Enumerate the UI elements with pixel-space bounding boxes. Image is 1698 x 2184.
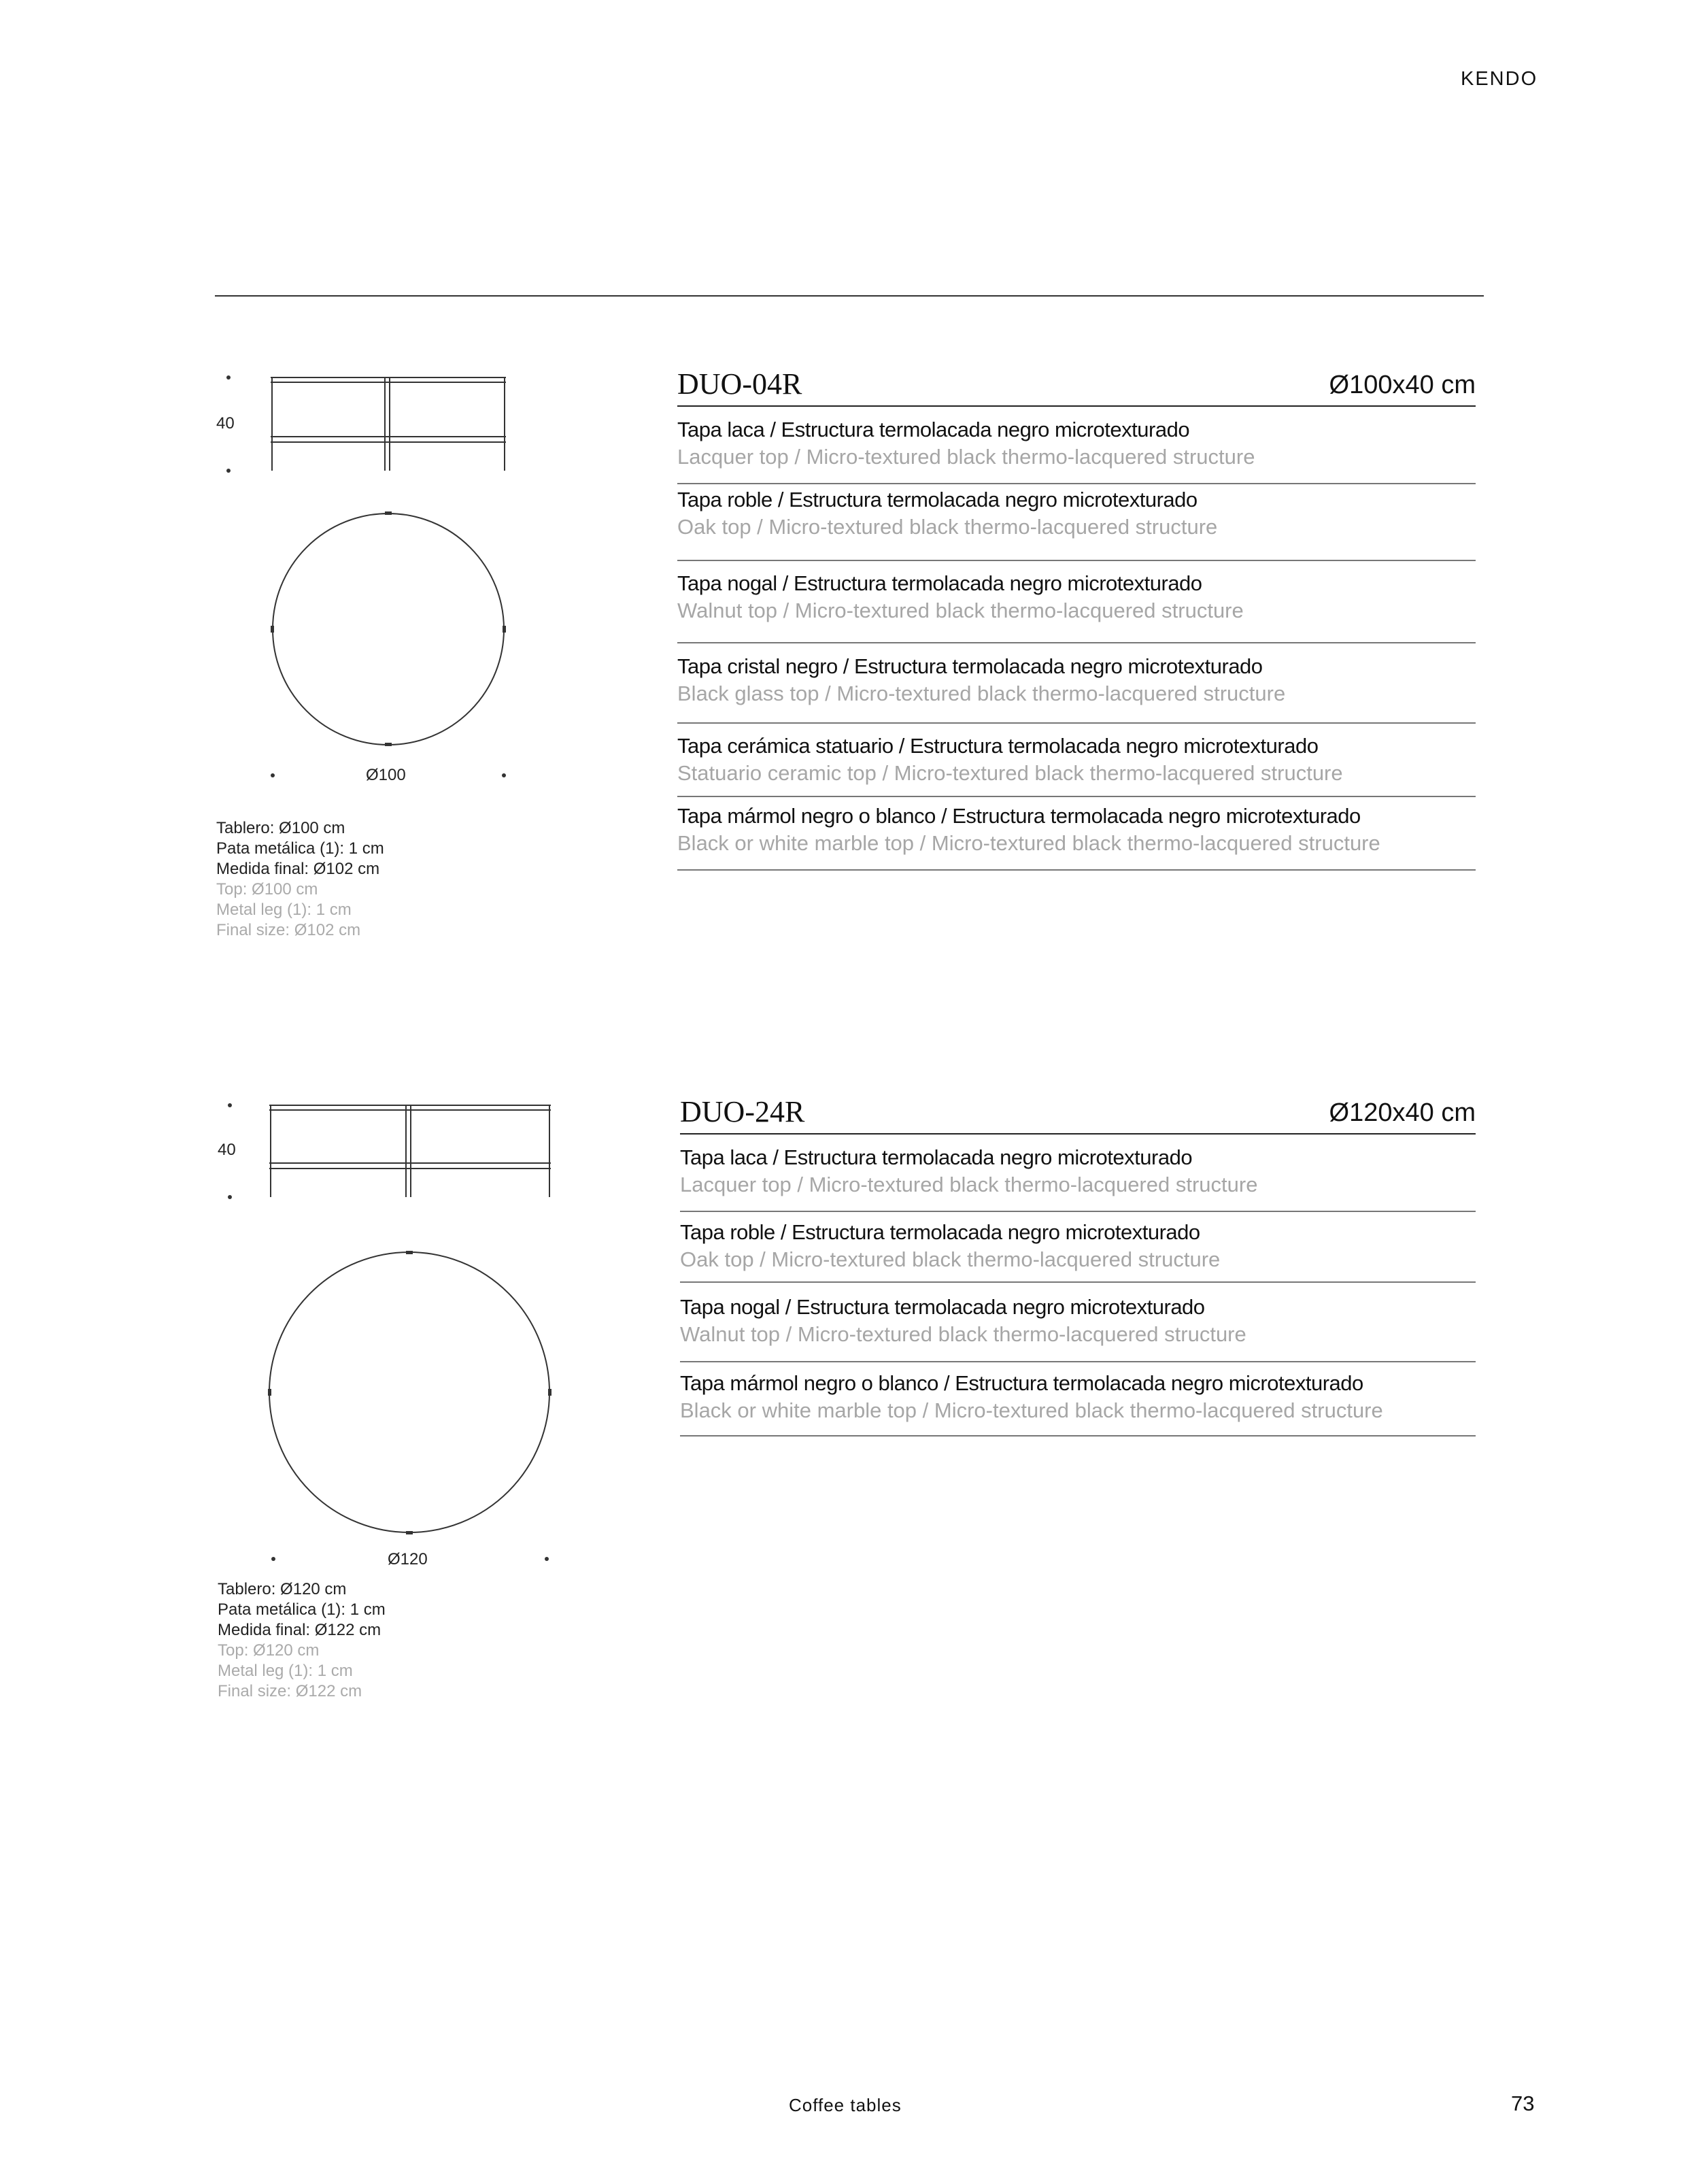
option-es: Tapa laca / Estructura termolacada negro microtexturado [677,418,1190,441]
dimension-line-es: Pata metálica (1): 1 cm [216,839,384,858]
diameter-label: Ø120 [388,1550,428,1568]
title-row [680,1095,1476,1135]
dimension-line-es: Medida final: Ø122 cm [218,1621,381,1639]
finish-option [677,570,1476,643]
title-row [677,367,1476,407]
option-en: Black or white marble top / Micro-textured black thermo-lacquered structure [677,831,1380,855]
spec-table-duo-04r [677,367,1476,871]
dimension-dot [226,469,231,473]
leg-marker [385,511,392,515]
side-elevation [269,1105,551,1197]
dimension-dot [228,1195,232,1199]
option-en: Lacquer top / Micro-textured black thermo-lacquered structure [677,445,1255,469]
finish-option [680,1370,1476,1437]
option-es: Tapa laca / Estructura termolacada negro microtexturado [680,1145,1193,1169]
dimension-line-en: Metal leg (1): 1 cm [216,901,352,919]
option-en: Black glass top / Micro-textured black thermo-lacquered structure [677,682,1286,705]
leg-marker [548,1389,551,1396]
model-name: DUO-04R [677,367,802,401]
dimension-dot [271,1557,275,1561]
dimension-line-es: Pata metálica (1): 1 cm [218,1600,386,1619]
height-label: 40 [218,1141,236,1159]
option-en: Walnut top / Micro-textured black thermo-lacquered structure [677,599,1244,622]
leg-marker [268,1389,271,1396]
top-divider [215,295,1484,297]
option-es: Tapa mármol negro o blanco / Estructura termolacada negro microtexturado [680,1371,1363,1395]
option-es: Tapa roble / Estructura termolacada negro microtexturado [680,1220,1200,1244]
option-es: Tapa nogal / Estructura termolacada negro microtexturado [680,1295,1205,1319]
dimension-dot [502,773,506,777]
technical-drawing-duo-04r [204,367,544,803]
model-size: Ø120x40 cm [1329,1098,1476,1127]
dimension-line-en: Top: Ø100 cm [216,880,318,898]
dimension-line-en: Top: Ø120 cm [218,1641,320,1660]
dimension-line-es: Tablero: Ø100 cm [216,819,345,837]
leg-marker [406,1251,413,1254]
dimensions-block [218,1579,386,1702]
finish-option [677,416,1476,484]
option-en: Oak top / Micro-textured black thermo-lacquered structure [677,515,1218,539]
model-name: DUO-24R [680,1095,805,1128]
dimension-line-en: Final size: Ø102 cm [216,921,361,939]
dimension-dot [228,1103,232,1107]
leg-marker [385,743,392,746]
dimension-line-en: Final size: Ø122 cm [218,1682,362,1700]
option-en: Oak top / Micro-textured black thermo-lacquered structure [680,1247,1221,1271]
leg-marker [406,1531,413,1534]
plan-view-circle [273,514,504,745]
option-es: Tapa nogal / Estructura termolacada negro microtexturado [677,571,1202,595]
option-en: Lacquer top / Micro-textured black thermo-lacquered structure [680,1173,1258,1196]
diameter-label: Ø100 [366,766,406,784]
option-es: Tapa cerámica statuario / Estructura termolacada negro microtexturado [677,734,1319,758]
plan-view-circle [269,1252,549,1532]
dimension-dot [545,1557,549,1561]
finish-option [677,486,1476,561]
dimension-line-en: Metal leg (1): 1 cm [218,1662,353,1680]
option-en: Statuario ceramic top / Micro-textured black thermo-lacquered structure [677,761,1343,785]
finish-option [677,733,1476,797]
dimension-dot [226,375,231,380]
dimensions-block [216,818,384,941]
option-es: Tapa roble / Estructura termolacada negro microtexturado [677,488,1198,511]
option-en: Black or white marble top / Micro-textured black thermo-lacquered structure [680,1398,1383,1422]
dimension-line-es: Tablero: Ø120 cm [218,1580,347,1598]
dimension-dot [271,773,275,777]
technical-drawing-duo-24r [204,1095,571,1571]
leg-marker [271,626,274,633]
finish-option [680,1294,1476,1362]
model-size: Ø100x40 cm [1329,371,1476,399]
dimension-line-es: Medida final: Ø102 cm [216,860,380,878]
option-es: Tapa cristal negro / Estructura termolacada negro microtexturado [677,654,1263,678]
finish-option [680,1219,1476,1283]
finish-option [677,803,1476,871]
leg-marker [503,626,506,633]
option-en: Walnut top / Micro-textured black thermo-lacquered structure [680,1322,1246,1346]
footer-section-label: Coffee tables [789,2095,902,2115]
brand-logo: KENDO [1461,68,1538,90]
option-es: Tapa mármol negro o blanco / Estructura termolacada negro microtexturado [677,804,1361,828]
spec-table-duo-24r [680,1095,1476,1442]
finish-option [677,653,1476,724]
side-elevation [271,377,506,471]
page-number: 73 [1511,2091,1535,2115]
height-label: 40 [216,414,235,433]
finish-option [680,1144,1476,1212]
